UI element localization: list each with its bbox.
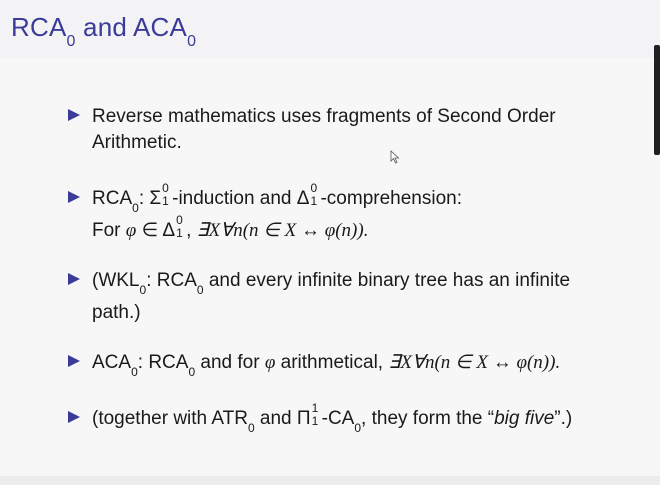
item-5-line-1 <box>92 401 640 438</box>
rca-text: : RCA <box>137 352 189 373</box>
they-form-text: , they form the “ <box>361 408 495 429</box>
pi-sup: 1 <box>311 401 319 415</box>
rca-sub: 0 <box>188 364 196 379</box>
triangle-bullet-icon <box>68 109 80 121</box>
together-text: (together with ATR <box>92 408 248 429</box>
delta-symbol-2: Δ <box>162 219 176 241</box>
triangle-bullet-icon <box>68 355 80 367</box>
rca-sub: 0 <box>196 282 204 297</box>
tree-text: and every infinite binary tree has an infinite <box>203 270 571 291</box>
sigma-scripts <box>161 181 172 208</box>
aca-sub: 0 <box>131 364 138 379</box>
title-sub-1: 0 <box>66 33 76 51</box>
rca-sub: 0 <box>132 200 139 215</box>
formula-arithmetical <box>388 352 560 373</box>
delta-scripts <box>309 181 320 208</box>
item-text <box>92 268 640 326</box>
formula-phi: φ <box>516 352 527 373</box>
for-text: For <box>92 219 126 241</box>
formula-phi: φ <box>324 219 336 241</box>
pi-sub: 1 <box>311 414 319 428</box>
rca-text: : RCA <box>146 270 197 291</box>
ca-sub: 0 <box>354 420 362 435</box>
ca-text: -CA <box>321 408 355 429</box>
item-text <box>92 181 640 244</box>
item-text <box>92 104 640 156</box>
sigma-sup: 0 <box>162 181 169 195</box>
title-and-aca: and ACA <box>75 12 188 42</box>
colon: : <box>138 188 150 209</box>
delta-scripts-2 <box>175 212 186 240</box>
formula-right: (n)). <box>526 352 561 373</box>
induction-text: -induction and <box>172 188 297 209</box>
formula-comprehension <box>197 220 369 241</box>
close-text: ”.) <box>554 408 573 429</box>
wkl-text: (WKL <box>92 270 140 291</box>
triangle-bullet-icon <box>68 273 80 285</box>
comma: , <box>186 219 197 241</box>
scrollbar[interactable] <box>654 45 660 155</box>
slide-header <box>0 0 660 58</box>
delta-sub-2: 1 <box>176 225 183 240</box>
item-2-line-1 <box>92 181 640 218</box>
in-symbol: ∈ <box>136 219 163 241</box>
wkl-sub: 0 <box>139 282 147 297</box>
formula-left: ∃X∀n(n ∈ X ↔ <box>388 352 517 373</box>
big-five-text: big five <box>494 408 555 429</box>
footer-bar <box>0 476 660 485</box>
delta-sub: 1 <box>310 194 318 208</box>
phi-symbol: φ <box>125 219 137 241</box>
item-text <box>92 350 640 382</box>
formula-left: ∃X∀n(n ∈ X ↔ <box>196 219 325 241</box>
item-3-line-2: path.) <box>92 301 141 323</box>
sigma-symbol: Σ <box>149 188 162 209</box>
item-1-line-1: Reverse mathematics uses fragments of Second Order <box>92 106 556 127</box>
title-rca: RCA <box>11 12 67 42</box>
item-2-line-2 <box>92 212 640 244</box>
triangle-bullet-icon <box>68 191 80 203</box>
pi-scripts <box>311 401 322 428</box>
title-sub-2: 0 <box>187 33 197 51</box>
delta-sup: 0 <box>310 181 318 195</box>
pi-symbol: Π <box>296 408 311 429</box>
item-4-line-1 <box>92 350 640 382</box>
formula-right: (n)). <box>335 219 369 241</box>
item-1-line-2: Arithmetic. <box>92 132 182 153</box>
slide-title <box>11 12 197 51</box>
aca-text: ACA <box>92 352 132 373</box>
delta-sup-2: 0 <box>176 212 183 227</box>
phi-symbol: φ <box>264 352 276 373</box>
delta-symbol: Δ <box>296 188 310 209</box>
mouse-cursor-icon <box>390 150 400 164</box>
arithmetical-text: arithmetical, <box>275 352 389 373</box>
and-text: and <box>254 408 297 429</box>
triangle-bullet-icon <box>68 411 80 423</box>
item-3-line-1 <box>92 268 640 300</box>
and-for-text: and for <box>195 352 265 373</box>
sigma-sub: 1 <box>162 194 169 208</box>
rca-text: RCA <box>92 188 133 209</box>
comprehension-text: -comprehension: <box>320 188 463 209</box>
atr-sub: 0 <box>247 420 255 435</box>
item-text <box>92 401 640 438</box>
